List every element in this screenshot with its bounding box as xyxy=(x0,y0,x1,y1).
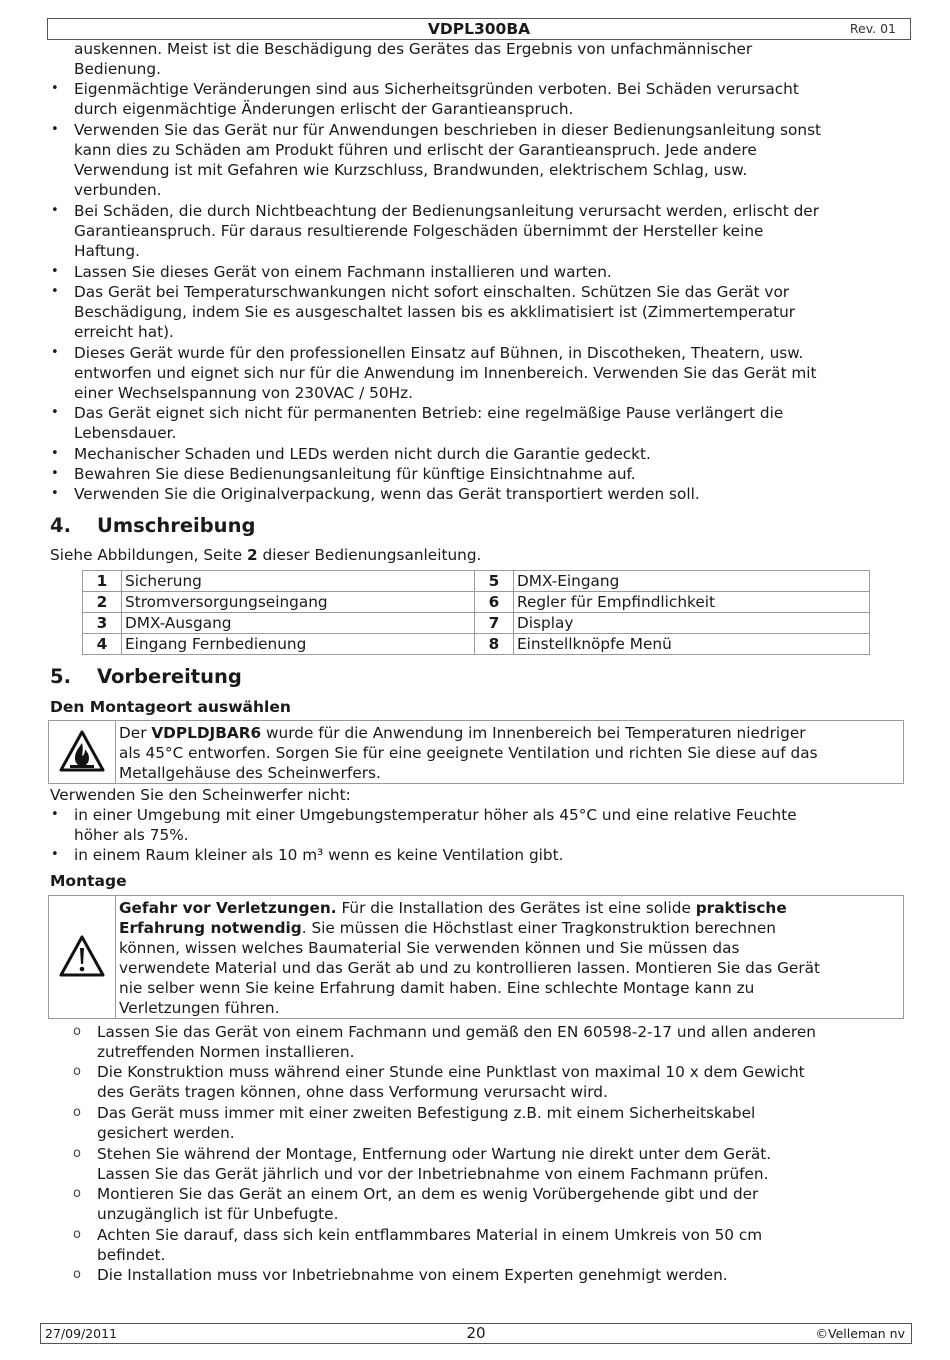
document-title: VDPL300BA xyxy=(427,20,531,38)
warning-emphasis: praktische xyxy=(695,899,787,917)
part-name: Eingang Fernbedienung xyxy=(122,634,475,655)
section-number: 5. xyxy=(50,665,71,688)
section-heading xyxy=(50,514,255,538)
warning-text: Metallgehäuse des Scheinwerfers. xyxy=(119,764,381,782)
caution-icon-cell xyxy=(49,896,116,1018)
page-reference: 2 xyxy=(247,546,258,564)
table-row xyxy=(83,571,870,592)
warning-text: nie selber wenn Sie keine Erfahrung damit haben. Eine schlechte Montage kann zu xyxy=(119,979,755,997)
bullet-text: Lebensdauer. xyxy=(74,424,177,442)
bullet-text: durch eigenmächtige Änderungen erlischt der Garantieanspruch. xyxy=(74,100,574,118)
bullet-dot: • xyxy=(51,405,59,420)
bullet-text: Verwenden Sie das Gerät nur für Anwendungen beschrieben in dieser Bedienungsanleitung sonst xyxy=(74,121,822,139)
bullet-text: in einem Raum kleiner als 10 m³ wenn es keine Ventilation gibt. xyxy=(74,846,564,864)
warning-text-part: Für die Installation des Gerätes ist eine solide xyxy=(336,899,696,917)
intro-line: Bedienung. xyxy=(74,60,161,78)
list-marker: o xyxy=(73,1146,81,1161)
warning-emphasis: Erfahrung notwendig xyxy=(119,919,302,937)
bullet-dot: • xyxy=(51,847,59,862)
revision-label: Rev. 01 xyxy=(849,21,896,36)
warning-text-part: wurde für die Anwendung im Innenbereich bei Temperaturen niedriger xyxy=(261,724,806,742)
section-title: Umschreibung xyxy=(97,514,256,537)
part-number: 2 xyxy=(83,592,122,613)
section-heading xyxy=(50,665,242,689)
list-marker: o xyxy=(73,1024,81,1039)
warning-emphasis: Gefahr vor Verletzungen. xyxy=(119,899,337,917)
bullet-dot: • xyxy=(51,81,59,96)
part-number: 7 xyxy=(475,613,514,634)
list-item-text: Lassen Sie das Gerät von einem Fachmann und gemäß den EN 60598-2-17 und allen anderen xyxy=(97,1023,816,1041)
list-marker: o xyxy=(73,1186,81,1201)
section-number: 4. xyxy=(50,514,71,537)
part-name: Regler für Empfindlichkeit xyxy=(514,592,870,613)
injury-warning-box xyxy=(48,895,904,1019)
bullet-text: Bei Schäden, die durch Nichtbeachtung der Bedienungsanleitung verursacht werden, erlischt der xyxy=(74,202,819,220)
bullet-text: Haftung. xyxy=(74,242,140,260)
bullet-text: Bewahren Sie diese Bedienungsanleitung für künftige Einsichtnahme auf. xyxy=(74,465,636,483)
bullet-text: verbunden. xyxy=(74,181,162,199)
bullet-text: Garantieanspruch. Für daraus resultierende Folgeschäden übernimmt der Hersteller keine xyxy=(74,222,764,240)
footer-copyright: ©Velleman nv xyxy=(815,1326,905,1341)
bullet-text: Dieses Gerät wurde für den professionellen Einsatz auf Bühnen, in Discotheken, Theatern, usw. xyxy=(74,344,804,362)
part-number: 8 xyxy=(475,634,514,655)
bullet-dot: • xyxy=(51,446,59,461)
section-intro xyxy=(50,545,481,565)
table-row xyxy=(83,634,870,655)
bullet-text: Eigenmächtige Veränderungen sind aus Sicherheitsgründen verboten. Bei Schäden verursacht xyxy=(74,80,799,98)
table-row xyxy=(83,613,870,634)
warning-text xyxy=(119,918,776,938)
page-footer xyxy=(40,1323,912,1344)
list-item-text: Lassen Sie das Gerät jährlich und vor der Inbetriebnahme von einem Fachmann prüfen. xyxy=(97,1165,769,1183)
part-number: 3 xyxy=(83,613,122,634)
bullet-text: Verwenden Sie die Originalverpackung, wenn das Gerät transportiert werden soll. xyxy=(74,485,700,503)
warning-text-part: . Sie müssen die Höchstlast einer Tragkonstruktion berechnen xyxy=(301,919,776,937)
bullet-text: Das Gerät eignet sich nicht für permanenten Betrieb: eine regelmäßige Pause verlängert die xyxy=(74,404,784,422)
list-marker: o xyxy=(73,1267,81,1282)
bullet-text: Beschädigung, indem Sie es ausgeschaltet lassen bis es akklimatisiert ist (Zimmertemperatur xyxy=(74,303,796,321)
bullet-text: Mechanischer Schaden und LEDs werden nicht durch die Garantie gedeckt. xyxy=(74,445,651,463)
model-name: VDPLDJBAR6 xyxy=(151,724,262,742)
list-marker: o xyxy=(73,1227,81,1242)
warning-text: können, wissen welches Baumaterial Sie verwenden können und Sie müssen das xyxy=(119,939,740,957)
list-item-text: befindet. xyxy=(97,1246,166,1264)
part-number: 5 xyxy=(475,571,514,592)
page-number: 20 xyxy=(466,1324,486,1342)
list-marker: o xyxy=(73,1105,81,1120)
bullet-text: Das Gerät bei Temperaturschwankungen nicht sofort einschalten. Schützen Sie das Gerät vor xyxy=(74,283,790,301)
section-title: Vorbereitung xyxy=(97,665,242,688)
bullet-dot: • xyxy=(51,203,59,218)
warning-text xyxy=(119,723,806,743)
part-name: Stromversorgungseingang xyxy=(122,592,475,613)
list-item-text: Das Gerät muss immer mit einer zweiten Befestigung z.B. mit einem Sicherheitskabel xyxy=(97,1104,756,1122)
intro-line: auskennen. Meist ist die Beschädigung des Gerätes das Ergebnis von unfachmännischer xyxy=(74,40,753,58)
subsection-heading: Den Montageort auswählen xyxy=(50,698,291,716)
bullet-text: Lassen Sie dieses Gerät von einem Fachmann installieren und warten. xyxy=(74,263,612,281)
part-number: 6 xyxy=(475,592,514,613)
flammable-warning-icon xyxy=(58,729,106,773)
part-name: Display xyxy=(514,613,870,634)
bullet-dot: • xyxy=(51,264,59,279)
list-marker: o xyxy=(73,1064,81,1079)
bullet-dot: • xyxy=(51,466,59,481)
footer-date: 27/09/2011 xyxy=(45,1326,118,1341)
list-item-text: gesichert werden. xyxy=(97,1124,235,1142)
warning-text xyxy=(119,898,787,918)
bullet-text: kann dies zu Schäden am Produkt führen und erlischt der Garantieanspruch. Jede andere xyxy=(74,141,757,159)
bullet-text: entworfen und eignet sich nur für die Anwendung im Innenbereich. Verwenden Sie das Gerät mit xyxy=(74,364,817,382)
warning-text: verwendete Material und das Gerät ab und zu kontrollieren lassen. Montieren Sie das Gerät xyxy=(119,959,820,977)
intro-text: dieser Bedienungsanleitung. xyxy=(257,546,482,564)
bullet-text: in einer Umgebung mit einer Umgebungstemperatur höher als 45°C und eine relative Feuchte xyxy=(74,806,797,824)
list-item-text: Montieren Sie das Gerät an einem Ort, an dem es wenig Vorübergehende gibt und der xyxy=(97,1185,759,1203)
bullet-dot: • xyxy=(51,807,59,822)
list-item-text: Die Installation muss vor Inbetriebnahme von einem Experten genehmigt werden. xyxy=(97,1266,728,1284)
bullet-text: erreicht hat). xyxy=(74,323,174,341)
bullet-dot: • xyxy=(51,284,59,299)
part-name: DMX-Ausgang xyxy=(122,613,475,634)
part-number: 1 xyxy=(83,571,122,592)
list-item-text: des Geräts tragen können, ohne dass Verformung verursacht wird. xyxy=(97,1083,608,1101)
part-name: Einstellknöpfe Menü xyxy=(514,634,870,655)
warning-text: als 45°C entworfen. Sorgen Sie für eine geeignete Ventilation und richten Sie diese auf das xyxy=(119,744,818,762)
part-name: DMX-Eingang xyxy=(514,571,870,592)
bullet-dot: • xyxy=(51,345,59,360)
list-item-text: Achten Sie darauf, dass sich kein entflammbares Material in einem Umkreis von 50 cm xyxy=(97,1226,763,1244)
warning-text: Verletzungen führen. xyxy=(119,999,280,1017)
bullet-text: Verwendung ist mit Gefahren wie Kurzschluss, Brandwunden, elektrischem Schlag, usw. xyxy=(74,161,748,179)
intro-text: Siehe Abbildungen, Seite xyxy=(50,546,248,564)
bullet-dot: • xyxy=(51,122,59,137)
list-item-text: Die Konstruktion muss während einer Stunde eine Punktlast von maximal 10 x dem Gewicht xyxy=(97,1063,805,1081)
fire-icon-cell xyxy=(49,721,116,783)
list-item-text: zutreffenden Normen installieren. xyxy=(97,1043,355,1061)
subsection-heading: Montage xyxy=(50,872,127,890)
bullet-text: höher als 75%. xyxy=(74,826,189,844)
not-use-intro: Verwenden Sie den Scheinwerfer nicht: xyxy=(50,786,351,804)
caution-warning-icon xyxy=(58,934,106,978)
bullet-dot: • xyxy=(51,486,59,501)
fire-warning-box xyxy=(48,720,904,784)
list-item-text: unzugänglich ist für Unbefugte. xyxy=(97,1205,339,1223)
list-item-text: Stehen Sie während der Montage, Entfernung oder Wartung nie direkt unter dem Gerät. xyxy=(97,1145,772,1163)
part-name: Sicherung xyxy=(122,571,475,592)
parts-table xyxy=(82,570,870,655)
warning-text-part: Der xyxy=(119,724,152,742)
part-number: 4 xyxy=(83,634,122,655)
page-header xyxy=(47,18,911,40)
bullet-text: einer Wechselspannung von 230VAC / 50Hz. xyxy=(74,384,413,402)
table-row xyxy=(83,592,870,613)
